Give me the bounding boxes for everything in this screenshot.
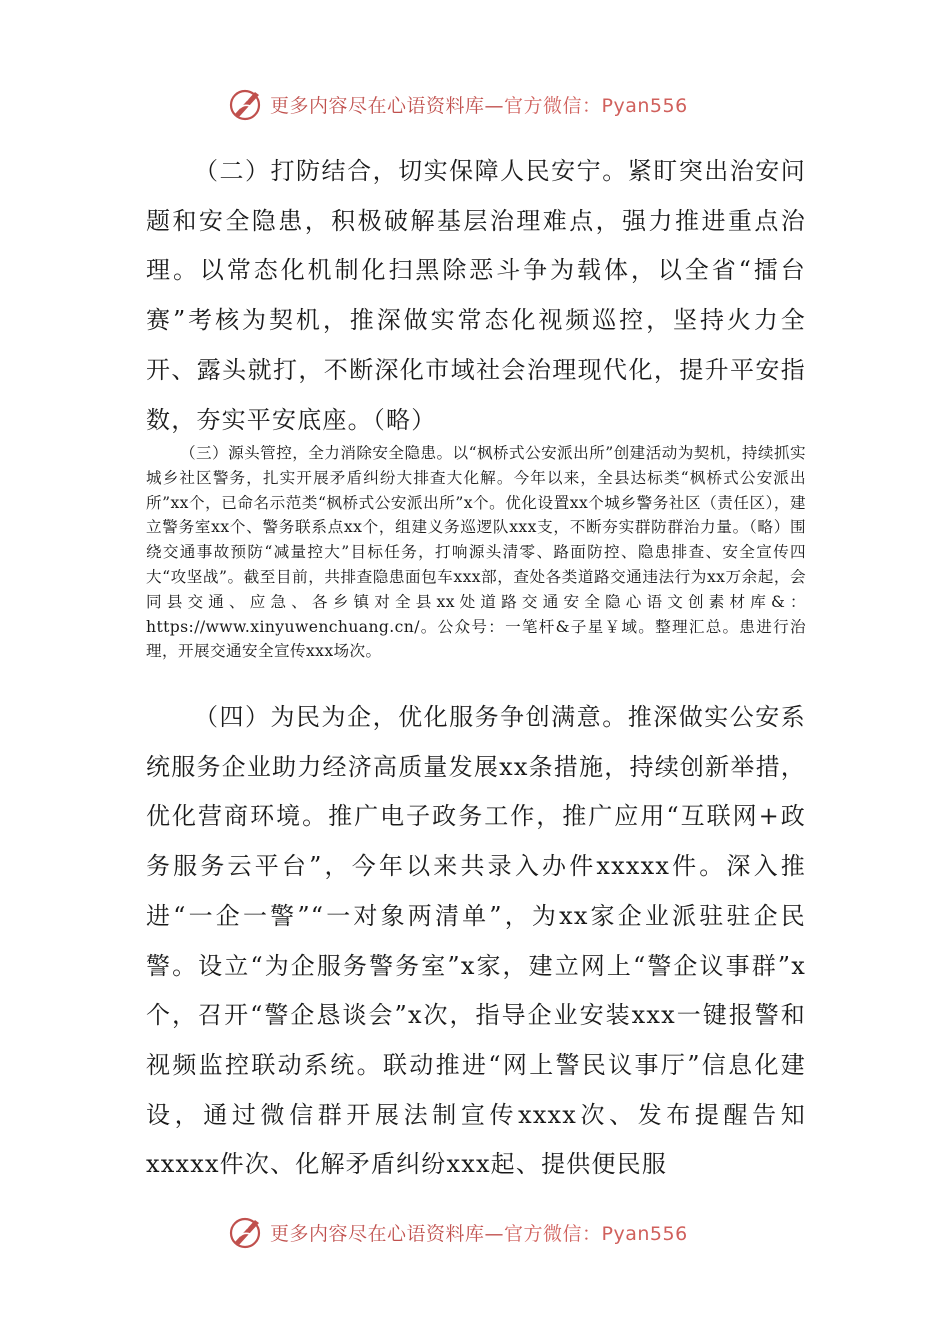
watermark-separator: — xyxy=(484,94,505,117)
paragraph-2: （二）打防结合，切实保障人民安宁。紧盯突出治安问题和安全隐患，积极破解基层治理难点，强力推进重点治理。以常态化机制化扫黑除恶斗争为载体，以全省“擂台赛”考核为契机，推深做实常态化视频巡控，坚持火力全开、露头就打，不断深化市域社会治理现代化，提升平安指数，夯实平安底座。（略） xyxy=(146,157,806,434)
watermark-brand: 心语资料库 xyxy=(387,94,485,117)
watermark-wechat-label: 官方微信： xyxy=(504,1222,602,1245)
watermark-text xyxy=(270,1219,688,1246)
paragraph-3: （三）源头管控，全力消除安全隐患。以“枫桥式公安派出所”创建活动为契机，持续抓实城乡社区警务，扎实开展矛盾纠纷大排查大化解。今年以来，全县达标类“枫桥式公安派出所”xx个，已命名示范类“枫桥式公安派出所”x个。优化设置xx个城乡警务社区（责任区），建立警务室xx个、警务联系点xx个，组建义务巡逻队xxx支，不断夯实群防群治力量。（略）围绕交通事故预防“减量控大”目标任务，打响源头清零、路面防控、隐患排查、安全宣传四大“攻坚战”。截至目前，共排查隐患面包车xxx部，查处各类道路交通违法行为xx万余起，会同县交通、应急、各乡镇对全县xx处道路交通安全隐心语文创素材库&：https://www.xinyuwenchuang.cn/。公众号：一笔杆&子星￥域。整理汇总。患进行治理，开展交通安全宣传xxx场次。 xyxy=(146,444,806,661)
watermark-brand: 心语资料库 xyxy=(387,1222,485,1245)
watermark-wechat-id: Pyan556 xyxy=(601,94,688,117)
paragraph-4: （四）为民为企，优化服务争创满意。推深做实公安系统服务企业助力经济高质量发展xx条措施，持续创新举措，优化营商环境。推广电子政务工作，推广应用“互联网+政务服务云平台”，今年以来共录入办件xxxxx件。深入推进“一企一警”“一对象两清单”，为xx家企业派驻驻企民警。设立“为企服务警务室”x家，建立网上“警企议事群”x个，召开“警企恳谈会”x次，指导企业安装xxx一键报警和视频监控联动系统。联动推进“网上警民议事厅”信息化建设，通过微信群开展法制宣传xxxx次、发布提醒告知xxxxx件次、化解矛盾纠纷xxx起、提供便民服 xyxy=(146,703,806,1179)
pen-logo-icon xyxy=(228,1214,264,1250)
watermark-wechat-label: 官方微信： xyxy=(504,94,602,117)
watermark-footer xyxy=(228,1212,728,1252)
watermark-wechat-id: Pyan556 xyxy=(601,1222,688,1245)
watermark-prefix: 更多内容尽在 xyxy=(270,94,388,117)
watermark-text xyxy=(270,91,688,118)
pen-logo-icon xyxy=(228,86,264,122)
watermark-prefix: 更多内容尽在 xyxy=(270,1222,388,1245)
watermark-separator: — xyxy=(484,1222,505,1245)
watermark-header xyxy=(228,84,728,124)
